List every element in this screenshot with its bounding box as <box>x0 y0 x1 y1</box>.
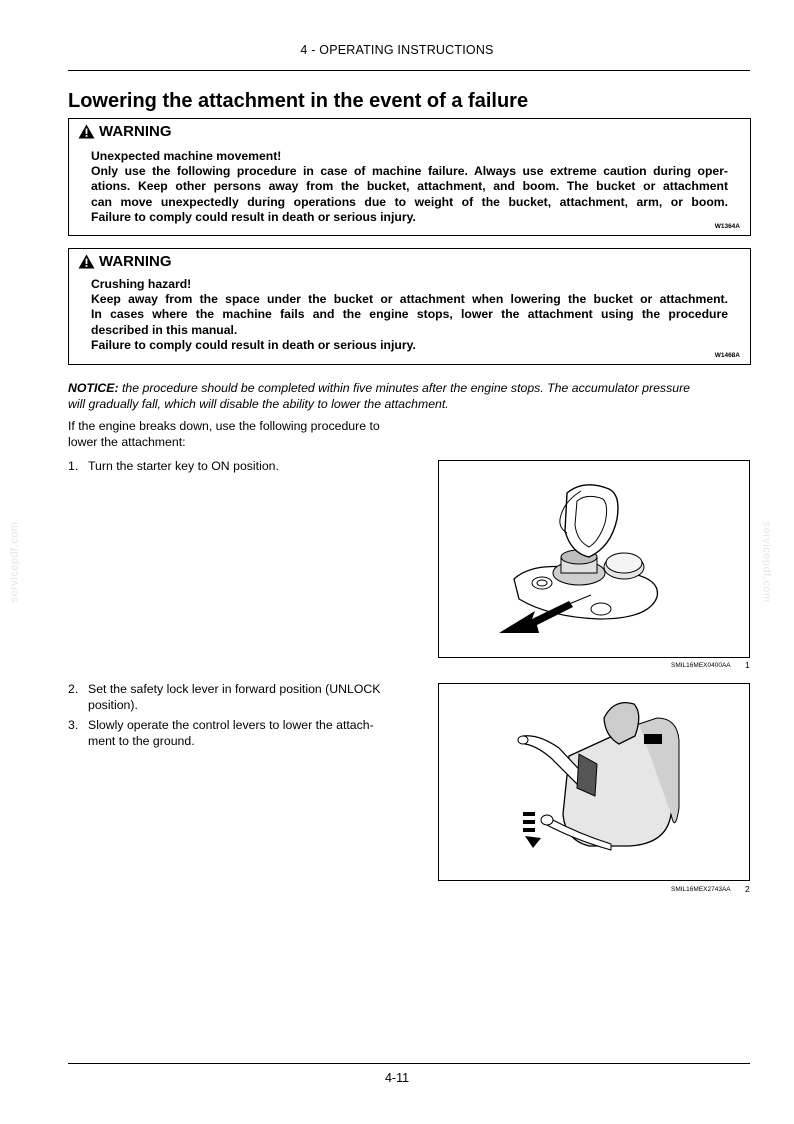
step-text: Turn the starter key to ON position. <box>88 459 279 473</box>
warning-line: Crushing hazard! <box>91 277 192 291</box>
warning-line: Keep away from the space under the bucket or attachment when lowering the bucket or attachment. <box>91 292 728 307</box>
warning-code: W1468A <box>714 352 740 359</box>
step-number: 3. <box>68 718 79 732</box>
figure-1-frame <box>438 460 750 658</box>
step-text: Set the safety lock lever in forward position (UNLOCK <box>88 682 381 696</box>
warning-box-2 <box>68 248 751 365</box>
notice-label: NOTICE: <box>68 381 119 395</box>
warning-line: In cases where the machine fails and the engine stops, lower the attachment using the procedure <box>91 307 728 322</box>
figure-1-number: 1 <box>745 660 750 670</box>
intro-line: lower the attachment: <box>68 434 186 449</box>
warning-line: ations. Keep other persons away from the bucket, attachment, and boom. The bucket or attachment <box>91 179 728 194</box>
step-number: 1. <box>68 459 79 473</box>
running-header: 4 - OPERATING INSTRUCTIONS <box>300 43 494 57</box>
figure-2-caption: SMIL16MEX2743AA <box>671 886 731 893</box>
warning-label: WARNING <box>99 253 172 270</box>
intro-paragraph <box>68 419 380 450</box>
safety-lock-lever-illustration <box>439 684 749 880</box>
notice-paragraph <box>68 381 750 412</box>
warning-line: Failure to comply could result in death or serious injury. <box>91 337 416 352</box>
figure-2-number: 2 <box>745 884 750 894</box>
warning-code: W1364A <box>714 223 740 230</box>
warning-line: described in this manual. <box>91 322 238 337</box>
page-title: Lowering the attachment in the event of a failure <box>68 90 529 112</box>
step-number: 2. <box>68 682 79 696</box>
watermark-right: servicepdf.com <box>760 521 773 603</box>
notice-line-2: will gradually fall, which will disable the ability to lower the attachment. <box>68 396 449 411</box>
warning-line: Unexpected machine movement! <box>91 149 282 163</box>
warning-heading <box>78 253 172 270</box>
step-text: position). <box>88 697 138 712</box>
watermark-left: servicepdf.com <box>8 521 21 603</box>
warning-triangle-icon <box>78 254 95 269</box>
warning-line: can move unexpectedly during operations due to weight of the bucket, attachment, arm, or boom. <box>91 194 728 209</box>
warning-triangle-icon <box>78 124 95 139</box>
warning-label: WARNING <box>99 123 172 140</box>
warning-heading <box>78 123 172 140</box>
intro-line: If the engine breaks down, use the following procedure to <box>68 419 380 433</box>
warning-line: Failure to comply could result in death or serious injury. <box>91 209 416 224</box>
step-text: Slowly operate the control levers to lower the attach- <box>88 718 374 732</box>
warning-line: Only use the following procedure in case of machine failure. Always use extreme caution during oper- <box>91 164 728 179</box>
warning-box-1 <box>68 118 751 236</box>
figure-1-caption: SMIL16MEX0400AA <box>671 662 731 669</box>
header-rule <box>68 70 750 71</box>
notice-line-1: NOTICE: the procedure should be completed within five minutes after the engine stops. The accumulator pressure <box>68 381 691 395</box>
starter-key-illustration <box>439 461 749 657</box>
figure-2-frame <box>438 683 750 881</box>
step-text: ment to the ground. <box>88 733 195 748</box>
footer-rule <box>68 1063 750 1064</box>
warning-text <box>91 277 728 353</box>
warning-text <box>91 149 728 225</box>
page-number: 4-11 <box>384 1071 410 1085</box>
